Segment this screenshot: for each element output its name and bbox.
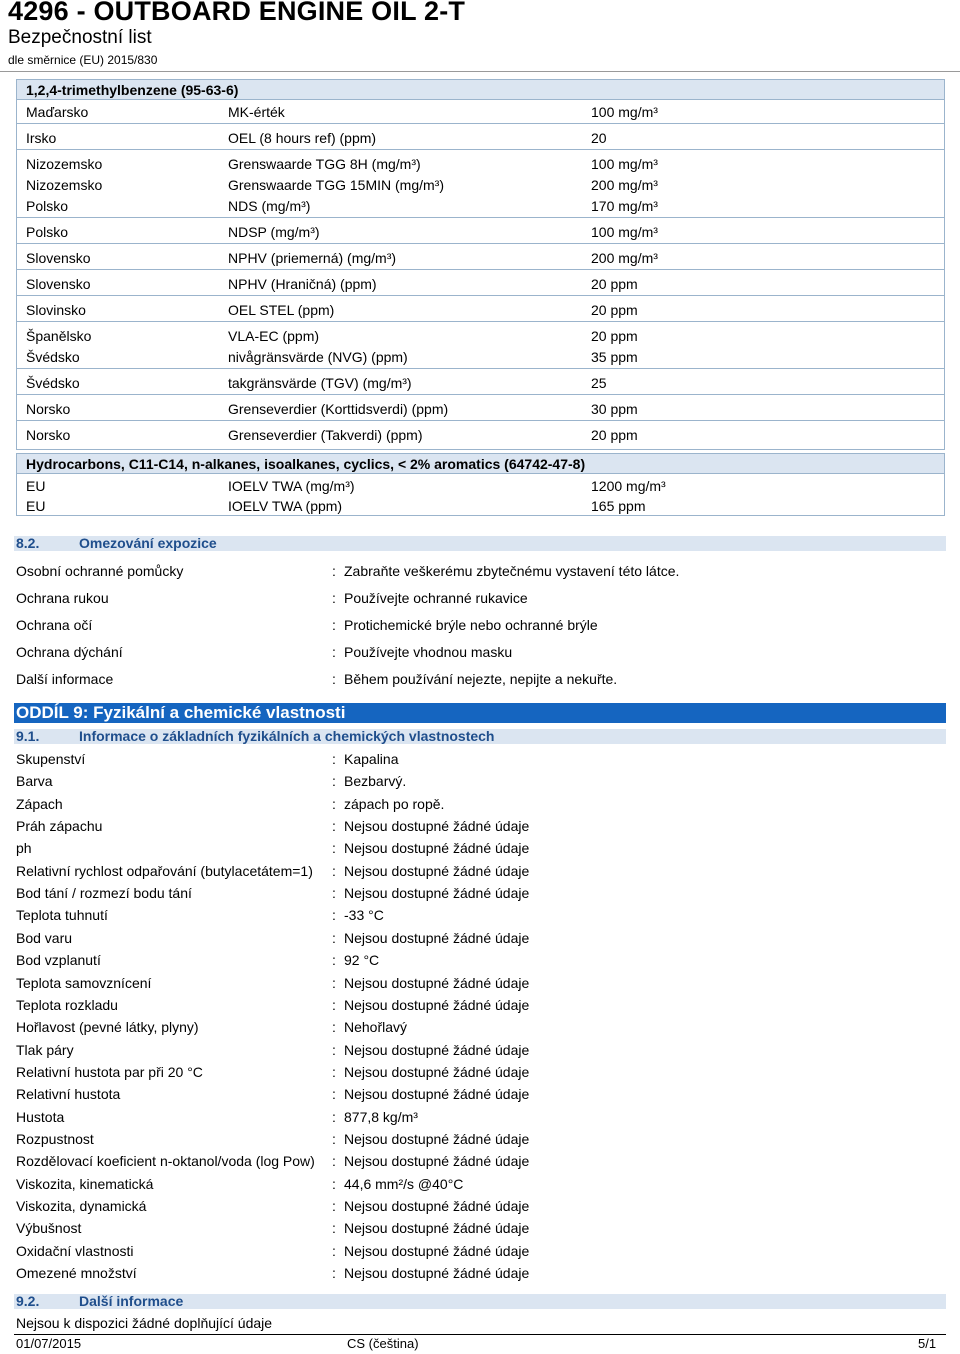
country-cell: Polsko xyxy=(26,224,69,240)
property-label: Relativní hustota xyxy=(16,1086,121,1102)
country-cell: Slovensko xyxy=(26,250,91,266)
property-value: Nejsou dostupné žádné údaje xyxy=(344,1265,530,1281)
limit-value-cell: 20 ppm xyxy=(591,302,638,318)
limit-type-cell: NDSP (mg/m³) xyxy=(228,224,320,240)
colon-separator: : xyxy=(332,796,336,812)
property-value: Nejsou dostupné žádné údaje xyxy=(344,1064,530,1080)
country-cell: Španělsko xyxy=(26,328,92,344)
property-label: Tlak páry xyxy=(16,1042,74,1058)
property-label: Relativní rychlost odpařování (butylacetátem=1) xyxy=(16,863,313,879)
limit-type-cell: Grenseverdier (Korttidsverdi) (ppm) xyxy=(228,401,449,417)
directive-reference: dle směrnice (EU) 2015/830 xyxy=(8,53,158,67)
row-divider xyxy=(17,217,944,218)
colon-separator: : xyxy=(332,1265,336,1281)
limit-type-cell: MK-érték xyxy=(228,104,285,120)
property-label: Teplota tuhnutí xyxy=(16,907,108,923)
limit-type-cell: Grenswaarde TGG 15MIN (mg/m³) xyxy=(228,177,445,193)
colon-separator: : xyxy=(332,1042,336,1058)
footer-date: 01/07/2015 xyxy=(16,1336,82,1351)
colon-separator: : xyxy=(332,885,336,901)
section-9-1-header xyxy=(14,729,946,744)
row-divider xyxy=(17,243,944,244)
exposure-limits-table-trimethylbenzene xyxy=(16,79,945,450)
section-title: Další informace xyxy=(79,1293,184,1309)
colon-separator: : xyxy=(332,1086,336,1102)
limit-value-cell: 100 mg/m³ xyxy=(591,224,658,240)
property-value: Nejsou dostupné žádné údaje xyxy=(344,1198,530,1214)
country-cell: Slovensko xyxy=(26,276,91,292)
property-value: Nejsou dostupné žádné údaje xyxy=(344,1086,530,1102)
property-label: Omezené množství xyxy=(16,1265,137,1281)
property-value: Nehořlavý xyxy=(344,1019,408,1035)
property-label: Zápach xyxy=(16,796,63,812)
property-label: Hustota xyxy=(16,1109,65,1125)
limit-type-cell: NDS (mg/m³) xyxy=(228,198,311,214)
colon-separator: : xyxy=(332,1220,336,1236)
row-divider xyxy=(17,368,944,369)
country-cell: Norsko xyxy=(26,427,71,443)
section-number: 8.2. xyxy=(16,535,40,551)
section-number: 9.1. xyxy=(16,728,40,744)
limit-value-cell: 20 ppm xyxy=(591,328,638,344)
row-divider xyxy=(17,321,944,322)
limit-type-cell: nivågränsvärde (NVG) (ppm) xyxy=(228,349,408,365)
colon-separator: : xyxy=(332,617,336,633)
limit-type-cell: NPHV (priemerná) (mg/m³) xyxy=(228,250,397,266)
country-cell: Nizozemsko xyxy=(26,156,103,172)
row-divider xyxy=(17,123,944,124)
limit-value-cell: 20 ppm xyxy=(591,276,638,292)
section-number: 9.2. xyxy=(16,1293,40,1309)
limit-value-cell: 200 mg/m³ xyxy=(591,177,658,193)
property-label: Rozdělovací koeficient n-oktanol/voda (log Pow) xyxy=(16,1153,315,1169)
limit-type-cell: IOELV TWA (ppm) xyxy=(228,498,343,514)
property-label: Teplota samovznícení xyxy=(16,975,152,991)
country-cell: Irsko xyxy=(26,130,57,146)
document-title: 4296 - OUTBOARD ENGINE OIL 2-T xyxy=(8,0,466,26)
limit-type-cell: takgränsvärde (TGV) (mg/m³) xyxy=(228,375,412,391)
property-label: Ochrana dýchání xyxy=(16,644,123,660)
colon-separator: : xyxy=(332,930,336,946)
property-value: Používejte vhodnou masku xyxy=(344,644,513,660)
limit-type-cell: Grenswaarde TGG 8H (mg/m³) xyxy=(228,156,421,172)
colon-separator: : xyxy=(332,907,336,923)
footer-page: 5/1 xyxy=(918,1336,937,1351)
table-substance-header: Hydrocarbons, C11-C14, n-alkanes, isoalkanes, cyclics, < 2% aromatics (64742-47-8) xyxy=(17,454,944,474)
limit-value-cell: 170 mg/m³ xyxy=(591,198,658,214)
property-label: Bod vzplanutí xyxy=(16,952,101,968)
colon-separator: : xyxy=(332,751,336,767)
row-divider xyxy=(17,420,944,421)
colon-separator: : xyxy=(332,563,336,579)
limit-value-cell: 100 mg/m³ xyxy=(591,104,658,120)
property-label: Hořlavost (pevné látky, plyny) xyxy=(16,1019,199,1035)
country-cell: Švédsko xyxy=(26,375,80,391)
row-divider xyxy=(17,394,944,395)
property-label: Teplota rozkladu xyxy=(16,997,118,1013)
property-value: Nejsou dostupné žádné údaje xyxy=(344,840,530,856)
property-value: Nejsou dostupné žádné údaje xyxy=(344,997,530,1013)
property-value: Nejsou dostupné žádné údaje xyxy=(344,1153,530,1169)
property-value: Nejsou dostupné žádné údaje xyxy=(344,1131,530,1147)
country-cell: Švédsko xyxy=(26,349,80,365)
table-substance-header: 1,2,4-trimethylbenzene (95-63-6) xyxy=(17,80,944,100)
property-value: -33 °C xyxy=(344,907,384,923)
footer-language: CS (čeština) xyxy=(347,1336,419,1351)
section-9-2-header xyxy=(14,1294,946,1309)
property-value: Zabraňte veškerému zbytečnému vystavení této látce. xyxy=(344,563,680,579)
section-8-2-header xyxy=(14,536,946,551)
property-value: Nejsou dostupné žádné údaje xyxy=(344,885,530,901)
limit-type-cell: OEL STEL (ppm) xyxy=(228,302,335,318)
document-header xyxy=(8,0,465,67)
property-label: Ochrana očí xyxy=(16,617,93,633)
country-cell: Polsko xyxy=(26,198,69,214)
property-value: Nejsou dostupné žádné údaje xyxy=(344,1042,530,1058)
limit-value-cell: 165 ppm xyxy=(591,498,646,514)
property-label: Barva xyxy=(16,773,53,789)
section-9-2-text: Nejsou k dispozici žádné doplňující údaje xyxy=(16,1315,273,1331)
property-value: Nejsou dostupné žádné údaje xyxy=(344,863,530,879)
limit-value-cell: 25 xyxy=(591,375,607,391)
section-title: Omezování expozice xyxy=(79,535,217,551)
header-divider xyxy=(0,71,960,72)
colon-separator: : xyxy=(332,1176,336,1192)
limit-type-cell: IOELV TWA (mg/m³) xyxy=(228,478,355,494)
colon-separator: : xyxy=(332,590,336,606)
colon-separator: : xyxy=(332,863,336,879)
colon-separator: : xyxy=(332,671,336,687)
limit-value-cell: 20 xyxy=(591,130,607,146)
colon-separator: : xyxy=(332,975,336,991)
property-value: Používejte ochranné rukavice xyxy=(344,590,528,606)
colon-separator: : xyxy=(332,1198,336,1214)
property-label: ph xyxy=(16,840,32,856)
colon-separator: : xyxy=(332,644,336,660)
property-label: Viskozita, kinematická xyxy=(16,1176,154,1192)
property-value: Bezbarvý. xyxy=(344,773,407,789)
colon-separator: : xyxy=(332,1243,336,1259)
property-value: Nejsou dostupné žádné údaje xyxy=(344,975,530,991)
colon-separator: : xyxy=(332,840,336,856)
property-label: Ochrana rukou xyxy=(16,590,109,606)
property-value: Během používání nejezte, nepijte a nekuřte. xyxy=(344,671,618,687)
property-label: Bod varu xyxy=(16,930,73,946)
country-cell: Slovinsko xyxy=(26,302,86,318)
limit-type-cell: VLA-EC (ppm) xyxy=(228,328,320,344)
property-label: Práh zápachu xyxy=(16,818,103,834)
colon-separator: : xyxy=(332,952,336,968)
property-value: zápach po ropě. xyxy=(344,796,445,812)
section-title: Informace o základních fyzikálních a chemických vlastnostech xyxy=(79,728,495,744)
limit-type-cell: Grenseverdier (Takverdi) (ppm) xyxy=(228,427,423,443)
row-divider xyxy=(17,269,944,270)
country-cell: Maďarsko xyxy=(26,104,89,120)
property-label: Rozpustnost xyxy=(16,1131,94,1147)
region-cell: EU xyxy=(26,478,46,494)
country-cell: Nizozemsko xyxy=(26,177,103,193)
country-cell: Norsko xyxy=(26,401,71,417)
property-label: Další informace xyxy=(16,671,114,687)
limit-type-cell: NPHV (Hraničná) (ppm) xyxy=(228,276,377,292)
limit-value-cell: 35 ppm xyxy=(591,349,638,365)
limit-type-cell: OEL (8 hours ref) (ppm) xyxy=(228,130,377,146)
colon-separator: : xyxy=(332,1019,336,1035)
property-label: Výbušnost xyxy=(16,1220,82,1236)
limit-value-cell: 200 mg/m³ xyxy=(591,250,658,266)
region-cell: EU xyxy=(26,498,46,514)
property-label: Viskozita, dynamická xyxy=(16,1198,147,1214)
property-label: Skupenství xyxy=(16,751,86,767)
colon-separator: : xyxy=(332,818,336,834)
exposure-limits-table-hydrocarbons xyxy=(16,453,945,516)
limit-value-cell: 20 ppm xyxy=(591,427,638,443)
property-value: Nejsou dostupné žádné údaje xyxy=(344,930,530,946)
property-value: 44,6 mm²/s @40°C xyxy=(344,1176,464,1192)
section-9-banner: ODDÍL 9: Fyzikální a chemické vlastnosti xyxy=(14,703,946,723)
colon-separator: : xyxy=(332,1131,336,1147)
property-value: Nejsou dostupné žádné údaje xyxy=(344,1243,530,1259)
row-divider xyxy=(17,149,944,150)
limit-value-cell: 30 ppm xyxy=(591,401,638,417)
property-value: Nejsou dostupné žádné údaje xyxy=(344,818,530,834)
property-value: Nejsou dostupné žádné údaje xyxy=(344,1220,530,1236)
footer-divider xyxy=(14,1334,946,1335)
colon-separator: : xyxy=(332,1064,336,1080)
colon-separator: : xyxy=(332,1153,336,1169)
colon-separator: : xyxy=(332,997,336,1013)
limit-value-cell: 100 mg/m³ xyxy=(591,156,658,172)
limit-value-cell: 1200 mg/m³ xyxy=(591,478,666,494)
colon-separator: : xyxy=(332,773,336,789)
property-label: Relativní hustota par při 20 °C xyxy=(16,1064,203,1080)
property-value: 877,8 kg/m³ xyxy=(344,1109,418,1125)
property-value: 92 °C xyxy=(344,952,380,968)
property-label: Bod tání / rozmezí bodu tání xyxy=(16,885,192,901)
colon-separator: : xyxy=(332,1109,336,1125)
property-value: Protichemické brýle nebo ochranné brýle xyxy=(344,617,598,633)
property-label: Osobní ochranné pomůcky xyxy=(16,563,184,579)
document-subtitle: Bezpečnostní list xyxy=(8,27,152,48)
property-value: Kapalina xyxy=(344,751,399,767)
property-label: Oxidační vlastnosti xyxy=(16,1243,134,1259)
row-divider xyxy=(17,295,944,296)
